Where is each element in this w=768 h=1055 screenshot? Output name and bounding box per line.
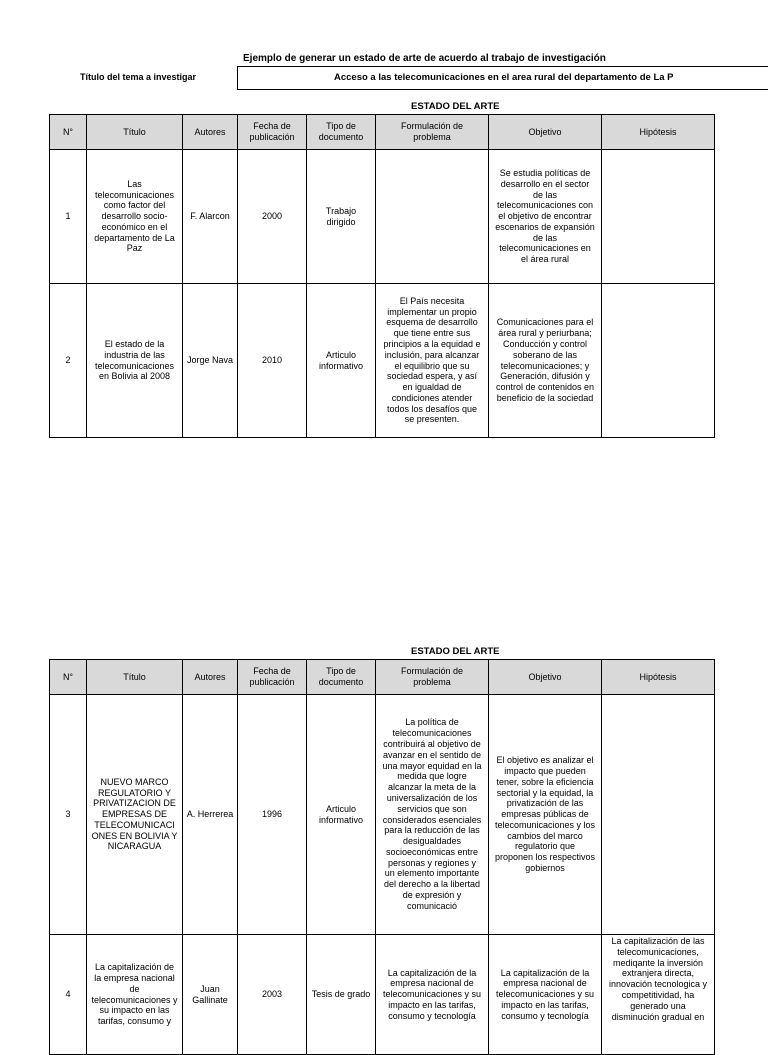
cell-titulo: La capitalización de la empresa nacional de telecomunicaciones y su impacto en las tarifas, consumo y xyxy=(87,935,183,1055)
header-objetivo: Objetivo xyxy=(489,115,602,150)
cell-fecha: 2003 xyxy=(238,935,307,1055)
cell-tipo: Tesis de grado xyxy=(307,935,376,1055)
cell-fecha: 2000 xyxy=(238,150,307,284)
cell-tipo: Trabajo dirigido xyxy=(307,150,376,284)
cell-autores: Jorge Nava xyxy=(183,284,238,438)
cell-titulo: El estado de la industria de las telecomunicaciones en Bolivia al 2008 xyxy=(87,284,183,438)
cell-fecha: 1996 xyxy=(238,695,307,935)
cell-titulo: Las telecomunicaciones como factor del desarrollo socio- económico en el departamento de La Paz xyxy=(87,150,183,284)
header-hipotesis: Hipótesis xyxy=(602,115,715,150)
table-header-row xyxy=(50,660,715,695)
header-hipotesis: Hipótesis xyxy=(602,660,715,695)
cell-n: 1 xyxy=(50,150,87,284)
cell-formulacion: La política de telecomunicaciones contribuirá al objetivo de avanzar en el sentido de una mayor equidad en la medida que logre alcanzar la meta de la universalización de los servicios que son considerados esenciales para la reducción de las desigualdades socioeconómicas entre personas y regiones y un elemento importante del derecho a la libertad de expresión y comunicació xyxy=(376,695,489,935)
header-autores: Autores xyxy=(183,115,238,150)
cell-objetivo: La capitalización de la empresa nacional de telecomunicaciones y su impacto en las tarifas, consumo y tecnología xyxy=(489,935,602,1055)
header-autores: Autores xyxy=(183,660,238,695)
table-header-row xyxy=(50,115,715,150)
state-of-art-table-1 xyxy=(49,114,715,438)
cell-hipotesis xyxy=(602,695,715,935)
header-fecha: Fecha de publicación xyxy=(238,115,307,150)
cell-fecha: 2010 xyxy=(238,284,307,438)
section-title-2: ESTADO DEL ARTE xyxy=(411,646,500,657)
cell-titulo: NUEVO MARCO REGULATORIO Y PRIVATIZACION DE EMPRESAS DE TELECOMUNICACI ONES EN BOLIVIA Y NICARAGUA xyxy=(87,695,183,935)
cell-formulacion: La capitalización de la empresa nacional de telecomunicaciones y su impacto en las tarifas, consumo y tecnología xyxy=(376,935,489,1055)
cell-objetivo: Se estudia políticas de desarrollo en el sector de las telecomunicaciones con el objetivo de encontrar escenarios de expansión de las telecomunicaciones en el área rural xyxy=(489,150,602,284)
cell-hipotesis: La capitalización de las telecomunicaciones, mediqante la inversión extranjera directa, innovación tecnologica y competitividad, ha generado una disminución gradual en xyxy=(602,935,715,1055)
table-row xyxy=(50,935,715,1055)
state-of-art-table-2 xyxy=(49,659,715,1055)
header-formulacion: Formulación de problema xyxy=(376,115,489,150)
header-titulo: Título xyxy=(87,115,183,150)
topic-value: Acceso a las telecomunicaciones en el area rural del departamento de La P xyxy=(334,72,674,83)
cell-n: 4 xyxy=(50,935,87,1055)
table-row xyxy=(50,284,715,438)
document-title: Ejemplo de generar un estado de arte de acuerdo al trabajo de investigación xyxy=(243,53,606,64)
section-title-1: ESTADO DEL ARTE xyxy=(411,101,500,112)
header-tipo: Tipo de documento xyxy=(307,660,376,695)
header-n: N° xyxy=(50,660,87,695)
header-titulo: Título xyxy=(87,660,183,695)
topic-label: Título del tema a investigar xyxy=(80,72,197,82)
cell-tipo: Articulo informativo xyxy=(307,284,376,438)
header-formulacion: Formulación de problema xyxy=(376,660,489,695)
cell-objetivo: El objetivo es analizar el impacto que pueden tener, sobre la eficiencia sectorial y la equidad, la privatización de las empresas públicas de telecomunicaciones y los cambios del marco regulatorio que proponen los respectivos gobiernos xyxy=(489,695,602,935)
table-row xyxy=(50,695,715,935)
cell-n: 2 xyxy=(50,284,87,438)
topic-value-box xyxy=(237,66,768,90)
header-objetivo: Objetivo xyxy=(489,660,602,695)
header-n: N° xyxy=(50,115,87,150)
table-row xyxy=(50,150,715,284)
cell-tipo: Articulo informativo xyxy=(307,695,376,935)
cell-n: 3 xyxy=(50,695,87,935)
cell-hipotesis xyxy=(602,150,715,284)
cell-autores: F. Alarcon xyxy=(183,150,238,284)
header-fecha: Fecha de publicación xyxy=(238,660,307,695)
header-tipo: Tipo de documento xyxy=(307,115,376,150)
cell-formulacion xyxy=(376,150,489,284)
cell-hipotesis xyxy=(602,284,715,438)
cell-autores: A. Herrerea xyxy=(183,695,238,935)
cell-autores: Juan Gallinate xyxy=(183,935,238,1055)
cell-formulacion: El País necesita implementar un propio esquema de desarrollo que tiene entre sus principios a la equidad e inclusión, para alcanzar el equilibrio que su sociedad espera, y así en igualdad de condiciones atender todos los desafíos que se presenten. xyxy=(376,284,489,438)
cell-objetivo: Comunicaciones para el área rural y periurbana; Conducción y control soberano de las telecomunicaciones; y Generación, difusión y control de contenidos en beneficio de la sociedad xyxy=(489,284,602,438)
